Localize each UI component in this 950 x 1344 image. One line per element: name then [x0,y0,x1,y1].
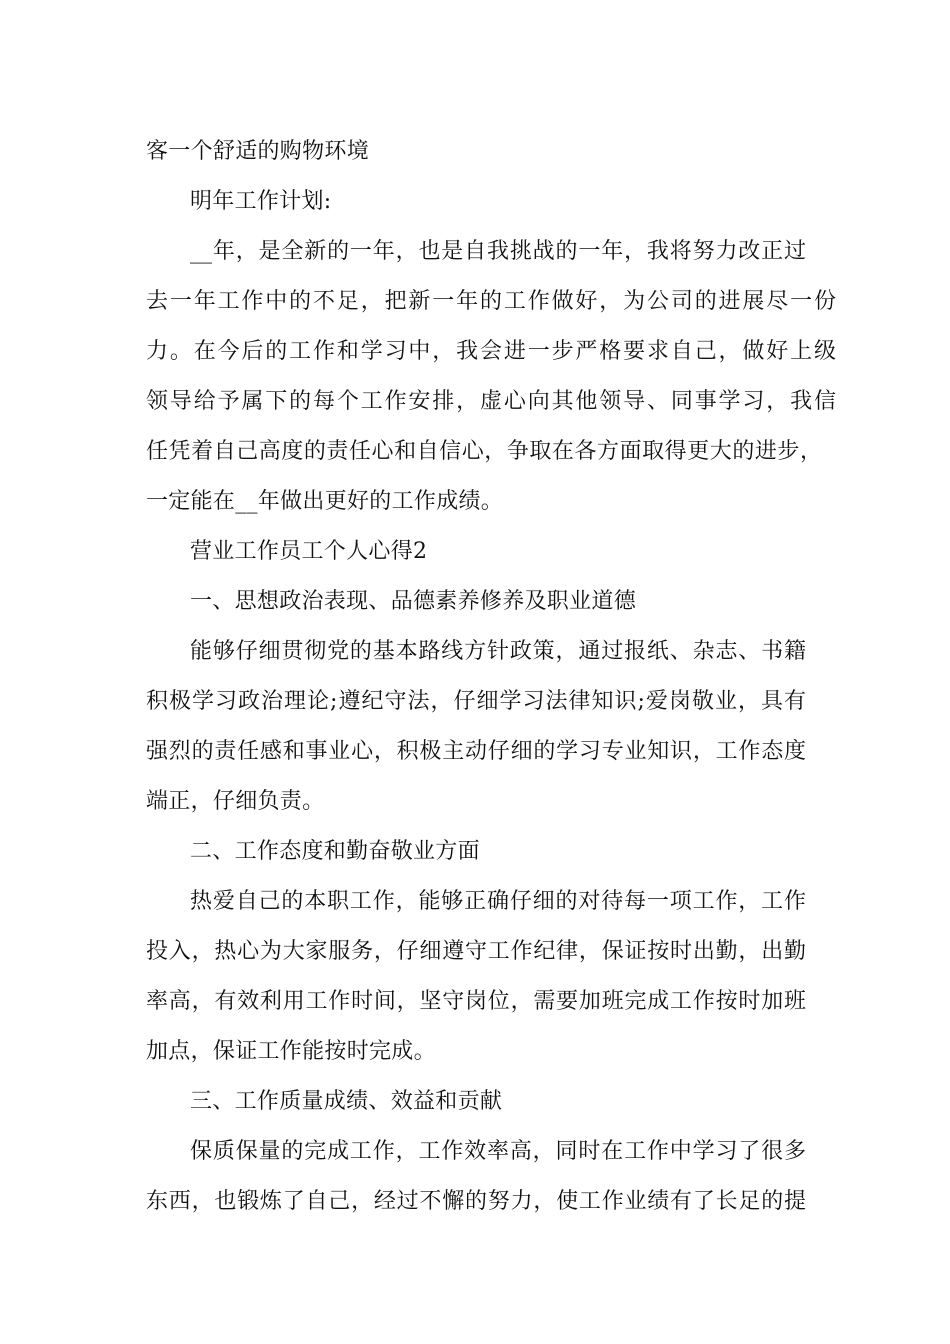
paragraph-line: 领导给予属下的每个工作安排，虚心向其他领导、同事学习，我信 [146,389,836,414]
paragraph-line: __年，是全新的一年，也是自我挑战的一年，我将努力改正过 [190,239,806,264]
section-title: 营业工作员工个人心得2 [190,539,428,564]
paragraph-line: 积极学习政治理论;遵纪守法，仔细学习法律知识;爱岗敬业，具有 [146,689,806,714]
paragraph-line: 率高，有效利用工作时间，坚守岗位，需要加班完成工作按时加班 [146,989,806,1014]
paragraph-line: 端正，仔细负责。 [146,789,325,814]
section-heading: 二、工作态度和勤奋敬业方面 [190,839,480,864]
paragraph-line: 热爱自己的本职工作，能够正确仔细的对待每一项工作，工作 [190,889,806,914]
paragraph-line: 能够仔细贯彻党的基本路线方针政策，通过报纸、杂志、书籍 [190,639,806,664]
paragraph-line: 投入，热心为大家服务，仔细遵守工作纪律，保证按时出勤，出勤 [146,939,806,964]
paragraph-line: 东西，也锻炼了自己，经过不懈的努力，使工作业绩有了长足的提 [146,1189,806,1214]
paragraph-line: 强烈的责任感和事业心，积极主动仔细的学习专业知识，工作态度 [146,739,806,764]
paragraph-line: 客一个舒适的购物环境 [146,139,370,164]
paragraph-line: 任凭着自己高度的责任心和自信心，争取在各方面取得更大的进步， [146,439,822,464]
section-heading: 三、工作质量成绩、效益和贡献 [190,1089,503,1114]
paragraph-line: 加点，保证工作能按时完成。 [146,1039,436,1064]
section-heading: 明年工作计划: [190,189,332,214]
section-heading: 一、思想政治表现、品德素养修养及职业道德 [190,589,637,614]
paragraph-line: 保质保量的完成工作，工作效率高，同时在工作中学习了很多 [190,1139,806,1164]
paragraph-line: 去一年工作中的不足，把新一年的工作做好，为公司的进展尽一份 [146,289,836,314]
paragraph-line: 力。在今后的工作和学习中，我会进一步严格要求自己，做好上级 [146,339,836,364]
paragraph-line: 一定能在__年做出更好的工作成绩。 [146,489,504,514]
